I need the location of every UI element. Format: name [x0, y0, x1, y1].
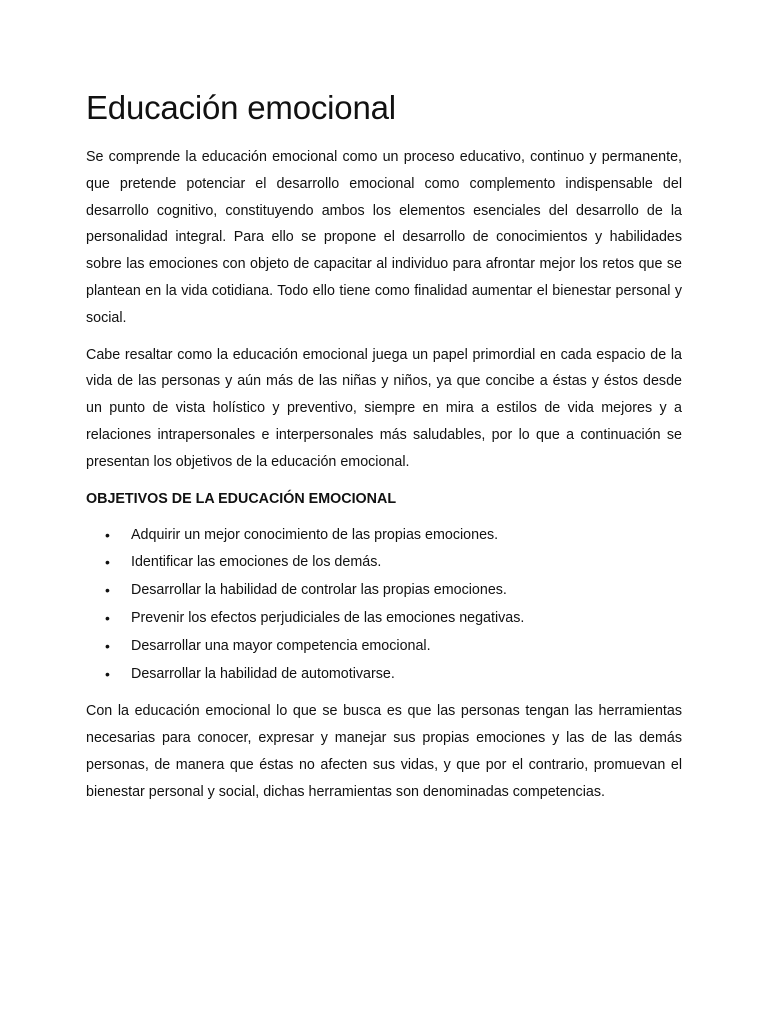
- objective-text: Identificar las emociones de los demás.: [131, 554, 382, 571]
- intro-paragraph: Se comprende la educación emocional como un proceso educativo, continuo y permanente, que pretende potenciar el desarrollo emocional como complemento indispensable del desarrollo cognitivo, constituyendo ambos los elementos esenciales del desarrollo de la personalidad integral. Para ello se propone el desarrollo de conocimientos y habilidades sobre las emociones con objeto de capacitar al individuo para afrontar mejor los retos que se plantean en la vida cotidiana. Todo ello tiene como finalidad aumentar el bienestar personal y social.: [86, 149, 682, 326]
- page-title: Educación emocional: [86, 89, 396, 126]
- list-item: [86, 522, 682, 550]
- bullet-icon: •: [105, 554, 110, 571]
- closing-paragraph: Con la educación emocional lo que se busca es que las personas tengan las herramientas necesarias para conocer, expresar y manejar sus propias emociones y las de las demás personas, de manera que éstas no afecten sus vidas, y que por el contrario, promuevan el bienestar personal y social, dichas herramientas son denominadas competencias.: [86, 703, 682, 800]
- objectives-heading: OBJETIVOS DE LA EDUCACIÓN EMOCIONAL: [86, 490, 397, 507]
- bullet-icon: •: [105, 665, 110, 682]
- objective-text: Adquirir un mejor conocimiento de las propias emociones.: [131, 526, 499, 543]
- document-page: [86, 86, 682, 816]
- objective-text: Desarrollar la habilidad de controlar las propias emociones.: [131, 582, 507, 599]
- list-item: [86, 605, 682, 633]
- bullet-icon: •: [105, 637, 110, 654]
- bullet-icon: •: [105, 526, 110, 543]
- list-item: [86, 633, 682, 661]
- list-item: [86, 577, 682, 605]
- objective-text: Prevenir los efectos perjudiciales de las emociones negativas.: [131, 609, 525, 626]
- bullet-icon: •: [105, 582, 110, 599]
- objective-text: Desarrollar una mayor competencia emocional.: [131, 637, 431, 654]
- bullet-icon: •: [105, 609, 110, 626]
- list-item: [86, 549, 682, 577]
- objective-text: Desarrollar la habilidad de automotivarse.: [131, 665, 395, 682]
- list-item: [86, 661, 682, 689]
- objectives-list: [86, 522, 682, 689]
- context-paragraph: Cabe resaltar como la educación emocional juega un papel primordial en cada espacio de la vida de las personas y aún más de las niñas y niños, ya que concibe a éstas y éstos desde un punto de vista holístico y preventivo, siempre en mira a estilos de vida mejores y a relaciones intrapersonales e interpersonales más saludables, por lo que a continuación se presentan los objetivos de la educación emocional.: [86, 346, 682, 470]
